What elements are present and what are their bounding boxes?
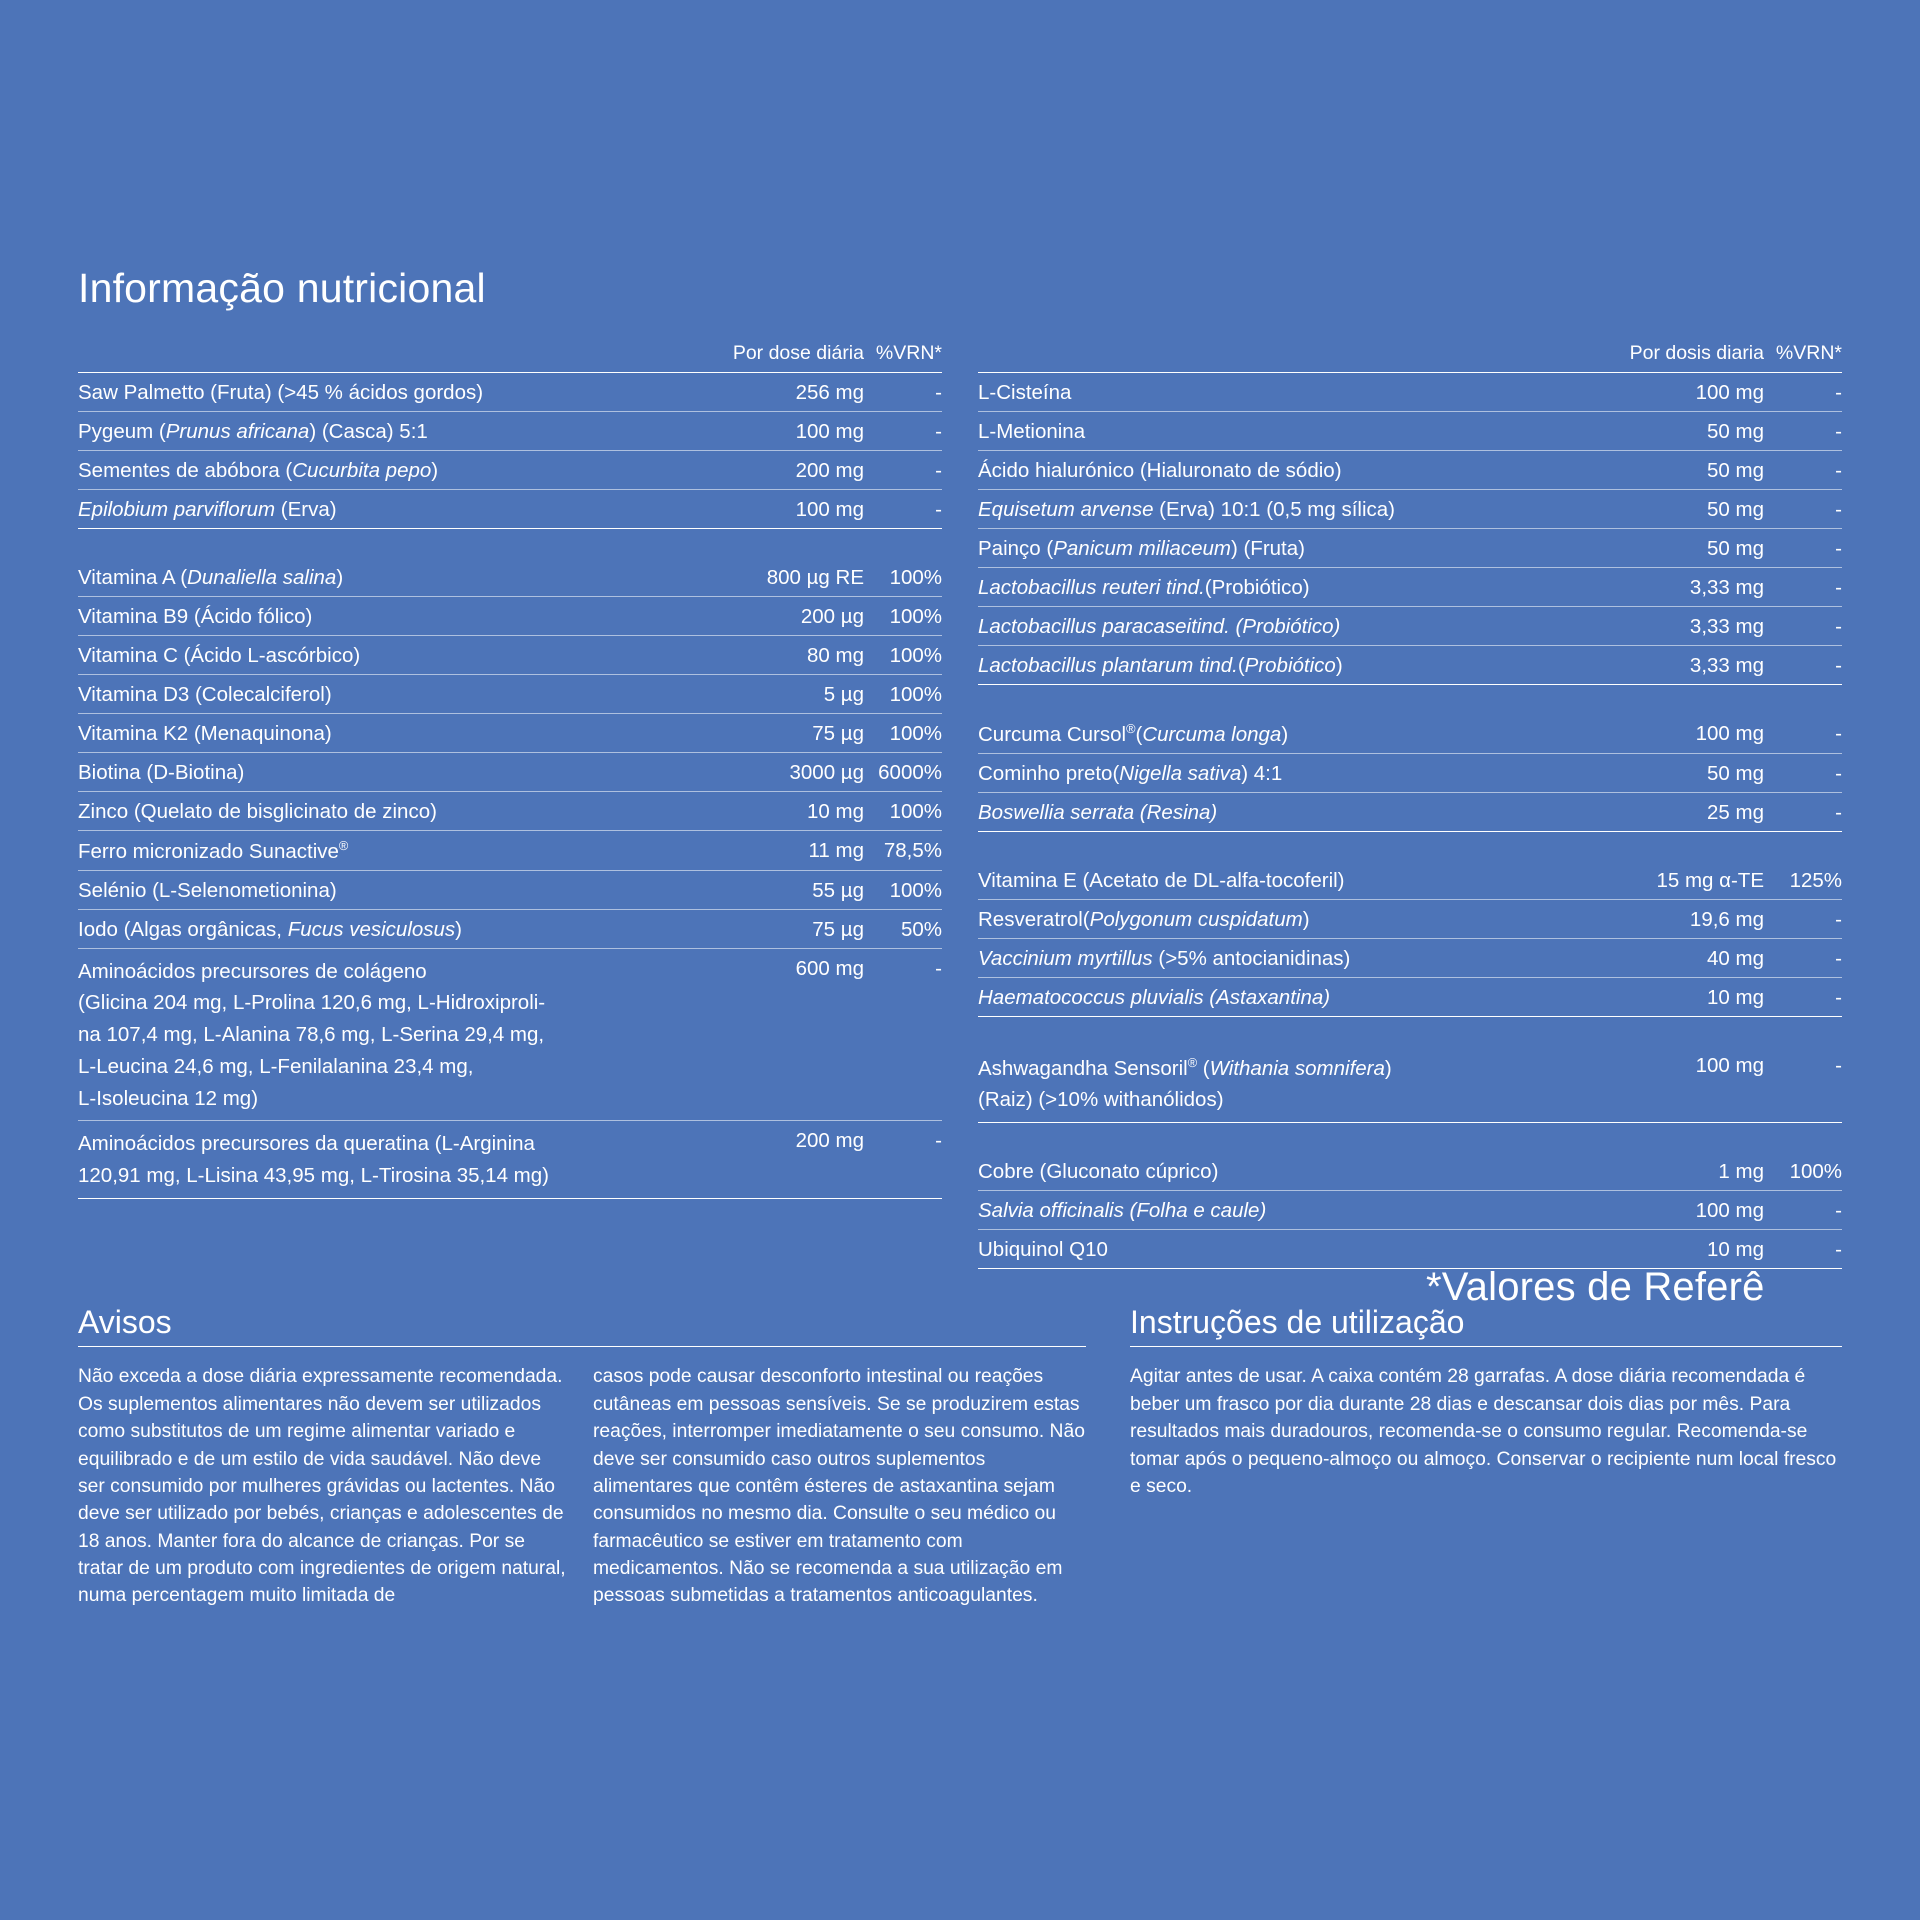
table-row [78, 713, 942, 752]
ingredient-name: Cobre (Gluconato cúprico) [978, 1152, 1614, 1191]
ingredient-name: Lactobacillus plantarum tind.(Probiótico) [978, 645, 1614, 684]
ingredient-vrn: - [1764, 567, 1842, 606]
ingredient-vrn: 100% [864, 870, 942, 909]
table-row [978, 1191, 1842, 1230]
ingredient-vrn: - [1764, 977, 1842, 1016]
ingredient-name: Zinco (Quelato de bisglicinato de zinco) [78, 791, 714, 830]
group-spacer [78, 528, 942, 558]
ingredient-dose: 256 mg [714, 372, 864, 411]
ingredient-vrn: - [1764, 489, 1842, 528]
ingredient-dose: 1 mg [1614, 1152, 1764, 1191]
ingredient-name: Boswellia serrata (Resina) [978, 792, 1614, 831]
ingredient-name: Ácido hialurónico (Hialuronato de sódio) [978, 450, 1614, 489]
ingredient-name: Vitamina D3 (Colecalciferol) [78, 674, 714, 713]
table-row [78, 558, 942, 597]
ingredient-vrn: - [1764, 1191, 1842, 1230]
warnings-text-col1: Não exceda a dose diária expressamente recomendada. Os suplementos alimentares não devem ser utilizados como substitutos de um regime alimentar variado e equilibrado e de um estilo de vida saudável. Não deve ser consumido por mulheres grávidas ou lactentes. Não deve ser utilizado por bebés, crianças e adolescentes de 18 anos. Manter fora do alcance de crianças. Por se tratar de um produto com ingredientes de origem natural, numa percentagem muito limitada de [78, 1366, 566, 1607]
nutrition-table-left-column [78, 335, 942, 1269]
ingredient-vrn: - [1764, 899, 1842, 938]
ingredient-vrn: 100% [864, 674, 942, 713]
ingredient-name: Vitamina C (Ácido L-ascórbico) [78, 635, 714, 674]
ingredient-dose: 3,33 mg [1614, 606, 1764, 645]
warnings-section [78, 1305, 1086, 1610]
ingredient-vrn: - [1764, 645, 1842, 684]
ingredient-vrn: - [1764, 411, 1842, 450]
table-row [78, 596, 942, 635]
ingredient-name: Vitamina A (Dunaliella salina) [78, 558, 714, 597]
nutrition-table-right-column [978, 335, 1842, 1269]
table-row [78, 752, 942, 791]
table-row [78, 635, 942, 674]
ingredient-dose: 50 mg [1614, 489, 1764, 528]
table-row [978, 1152, 1842, 1191]
ingredient-name: Iodo (Algas orgânicas, Fucus vesiculosus) [78, 909, 714, 948]
ingredient-vrn: 100% [864, 596, 942, 635]
ingredient-dose: 10 mg [714, 791, 864, 830]
right-header-dose: Por dosis diaria [1614, 335, 1764, 372]
table-row [978, 714, 1842, 753]
ingredient-vrn: 100% [864, 558, 942, 597]
ingredient-name: L-Cisteína [978, 372, 1614, 411]
ingredient-name: Salvia officinalis (Folha e caule) [978, 1191, 1614, 1230]
table-row [978, 1230, 1842, 1269]
table-row [978, 567, 1842, 606]
ingredient-vrn: 100% [1764, 1152, 1842, 1191]
table-row [978, 645, 1842, 684]
ingredient-vrn: - [864, 489, 942, 528]
ingredient-dose: 100 mg [1614, 1191, 1764, 1230]
ingredient-dose: 800 µg RE [714, 558, 864, 597]
ingredient-dose: 10 mg [1614, 977, 1764, 1016]
table-row [78, 1121, 942, 1199]
ingredient-name: Aminoácidos precursores da queratina (L-Arginina 120,91 mg, L-Lisina 43,95 mg, L-Tirosina 35,14 mg) [78, 1121, 714, 1199]
ingredient-dose: 15 mg α-TE [1614, 861, 1764, 900]
ingredient-dose: 19,6 mg [1614, 899, 1764, 938]
right-table-body [978, 372, 1842, 1268]
right-header-blank [978, 335, 1614, 372]
ingredient-vrn: - [864, 372, 942, 411]
instructions-text: Agitar antes de usar. A caixa contém 28 garrafas. A dose diária recomendada é beber um frasco por dia durante 28 dias e descansar dois dias por mês. Para resultados mais duradouros, recomenda-se o consumo regular. Recomenda-se tomar após o pequeno-almoço ou almoço. Conservar o recipiente num local fresco e seco. [1130, 1366, 1837, 1497]
ingredient-name: Biotina (D-Biotina) [78, 752, 714, 791]
ingredient-dose: 75 µg [714, 713, 864, 752]
group-spacer [978, 684, 1842, 714]
ingredient-name: Resveratrol(Polygonum cuspidatum) [978, 899, 1614, 938]
ingredient-dose: 25 mg [1614, 792, 1764, 831]
table-row [978, 1046, 1842, 1123]
ingredient-name: Ashwagandha Sensoril® (Withania somnifera) (Raiz) (>10% withanólidos) [978, 1046, 1614, 1123]
ingredient-name: Equisetum arvense (Erva) 10:1 (0,5 mg sílica) [978, 489, 1614, 528]
ingredient-name: Lactobacillus paracaseitind. (Probiótico) [978, 606, 1614, 645]
ingredient-vrn: - [1764, 450, 1842, 489]
ingredient-dose: 100 mg [1614, 714, 1764, 753]
ingredient-vrn: - [1764, 372, 1842, 411]
ingredient-vrn: - [1764, 528, 1842, 567]
ingredient-name: Ubiquinol Q10 [978, 1230, 1614, 1269]
bottom-sections [78, 1305, 1842, 1610]
ingredient-name: L-Metionina [978, 411, 1614, 450]
ingredient-name: Vaccinium myrtillus (>5% antocianidinas) [978, 938, 1614, 977]
table-row [978, 606, 1842, 645]
group-spacer [978, 831, 1842, 861]
page-title: Informação nutricional [78, 265, 486, 311]
ingredient-vrn: - [1764, 792, 1842, 831]
ingredient-dose: 50 mg [1614, 411, 1764, 450]
ingredient-dose: 200 mg [714, 1121, 864, 1199]
warnings-text-col2: casos pode causar desconforto intestinal ou reações cutâneas em pessoas sensíveis. Se se produzirem estas reações, interromper imediatamente o seu consumo. Não deve ser consumido caso outros suplementos alimentares que contêm ésteres de astaxantina sejam consumidos no mesmo dia. Consulte o seu médico ou farmacêutico se estiver em tratamento com medicamentos. Não se recomenda a sua utilização em pessoas submetidas a tratamentos anticoagulantes. [593, 1366, 1085, 1607]
ingredient-dose: 3,33 mg [1614, 567, 1764, 606]
nutrition-table-left [78, 335, 942, 1199]
ingredient-name: Ferro micronizado Sunactive® [78, 830, 714, 870]
table-row [978, 899, 1842, 938]
ingredient-vrn: 6000% [864, 752, 942, 791]
instructions-title: Instruções de utilização [1130, 1304, 1465, 1341]
nutrition-tables [78, 335, 1842, 1269]
left-table-body [78, 372, 942, 1198]
ingredient-dose: 100 mg [714, 411, 864, 450]
table-row [78, 489, 942, 528]
table-row [978, 977, 1842, 1016]
ingredient-vrn: - [1764, 938, 1842, 977]
table-row [78, 830, 942, 870]
left-header-dose: Por dose diária [714, 335, 864, 372]
ingredient-vrn: - [1764, 606, 1842, 645]
ingredient-name: Painço (Panicum miliaceum) (Fruta) [978, 528, 1614, 567]
table-row [78, 791, 942, 830]
ingredient-dose: 200 µg [714, 596, 864, 635]
ingredient-name: Curcuma Cursol®(Curcuma longa) [978, 714, 1614, 753]
table-row [978, 861, 1842, 900]
left-header-blank [78, 335, 714, 372]
ingredient-vrn: 100% [864, 791, 942, 830]
vrn-footnote: *Valores de Referê [1426, 1265, 1765, 1309]
ingredient-dose: 50 mg [1614, 450, 1764, 489]
ingredient-vrn: 100% [864, 635, 942, 674]
ingredient-vrn: - [864, 948, 942, 1121]
ingredient-vrn: 50% [864, 909, 942, 948]
ingredient-dose: 75 µg [714, 909, 864, 948]
ingredient-name: Vitamina K2 (Menaquinona) [78, 713, 714, 752]
ingredient-dose: 5 µg [714, 674, 864, 713]
nutrition-table-right [978, 335, 1842, 1269]
ingredient-vrn: 125% [1764, 861, 1842, 900]
ingredient-name: Cominho preto(Nigella sativa) 4:1 [978, 753, 1614, 792]
ingredient-vrn: - [1764, 753, 1842, 792]
ingredient-name: Saw Palmetto (Fruta) (>45 % ácidos gordos) [78, 372, 714, 411]
ingredient-name: Lactobacillus reuteri tind.(Probiótico) [978, 567, 1614, 606]
ingredient-dose: 50 mg [1614, 528, 1764, 567]
table-row [78, 372, 942, 411]
group-spacer [978, 1016, 1842, 1046]
ingredient-vrn: - [1764, 714, 1842, 753]
ingredient-vrn: - [864, 450, 942, 489]
ingredient-dose: 100 mg [1614, 372, 1764, 411]
ingredient-vrn: - [864, 411, 942, 450]
ingredient-vrn: - [1764, 1046, 1842, 1123]
table-row [78, 870, 942, 909]
ingredient-name: Haematococcus pluvialis (Astaxantina) [978, 977, 1614, 1016]
ingredient-dose: 100 mg [714, 489, 864, 528]
ingredient-dose: 10 mg [1614, 1230, 1764, 1269]
ingredient-name: Sementes de abóbora (Cucurbita pepo) [78, 450, 714, 489]
right-header-vrn: %VRN* [1764, 335, 1842, 372]
ingredient-vrn: - [1764, 1230, 1842, 1269]
table-row [978, 489, 1842, 528]
table-row [78, 909, 942, 948]
table-row [978, 792, 1842, 831]
ingredient-name: Vitamina E (Acetato de DL-alfa-tocoferil) [978, 861, 1614, 900]
instructions-text-wrap [1130, 1363, 1842, 1500]
ingredient-dose: 50 mg [1614, 753, 1764, 792]
table-row [978, 528, 1842, 567]
ingredient-dose: 3000 µg [714, 752, 864, 791]
table-row [978, 938, 1842, 977]
ingredient-dose: 600 mg [714, 948, 864, 1121]
table-row [978, 372, 1842, 411]
ingredient-dose: 100 mg [1614, 1046, 1764, 1123]
ingredient-dose: 80 mg [714, 635, 864, 674]
table-row [978, 753, 1842, 792]
warnings-text [78, 1363, 1086, 1610]
table-row [978, 411, 1842, 450]
table-row [978, 450, 1842, 489]
left-header-vrn: %VRN* [864, 335, 942, 372]
ingredient-vrn: - [864, 1121, 942, 1199]
ingredient-dose: 200 mg [714, 450, 864, 489]
instructions-divider [1130, 1346, 1842, 1347]
ingredient-dose: 55 µg [714, 870, 864, 909]
ingredient-name: Selénio (L-Selenometionina) [78, 870, 714, 909]
warnings-divider [78, 1346, 1086, 1347]
ingredient-dose: 3,33 mg [1614, 645, 1764, 684]
ingredient-name: Aminoácidos precursores de colágeno (Glicina 204 mg, L-Prolina 120,6 mg, L-Hidroxiproli- na 107,4 mg, L-Alanina 78,6 mg, L-Serina 29,4 mg, L-Leucina 24,6 mg, L-Fenilalanina 23,4 mg, L-Isoleucina 12 mg) [78, 948, 714, 1121]
warnings-title: Avisos [78, 1304, 172, 1341]
table-row [78, 948, 942, 1121]
table-row [78, 411, 942, 450]
ingredient-name: Epilobium parviflorum (Erva) [78, 489, 714, 528]
ingredient-name: Vitamina B9 (Ácido fólico) [78, 596, 714, 635]
instructions-section [1130, 1305, 1842, 1610]
table-row [78, 450, 942, 489]
ingredient-vrn: 100% [864, 713, 942, 752]
ingredient-vrn: 78,5% [864, 830, 942, 870]
ingredient-dose: 11 mg [714, 830, 864, 870]
ingredient-dose: 40 mg [1614, 938, 1764, 977]
group-spacer [978, 1123, 1842, 1153]
ingredient-name: Pygeum (Prunus africana) (Casca) 5:1 [78, 411, 714, 450]
table-row [78, 674, 942, 713]
